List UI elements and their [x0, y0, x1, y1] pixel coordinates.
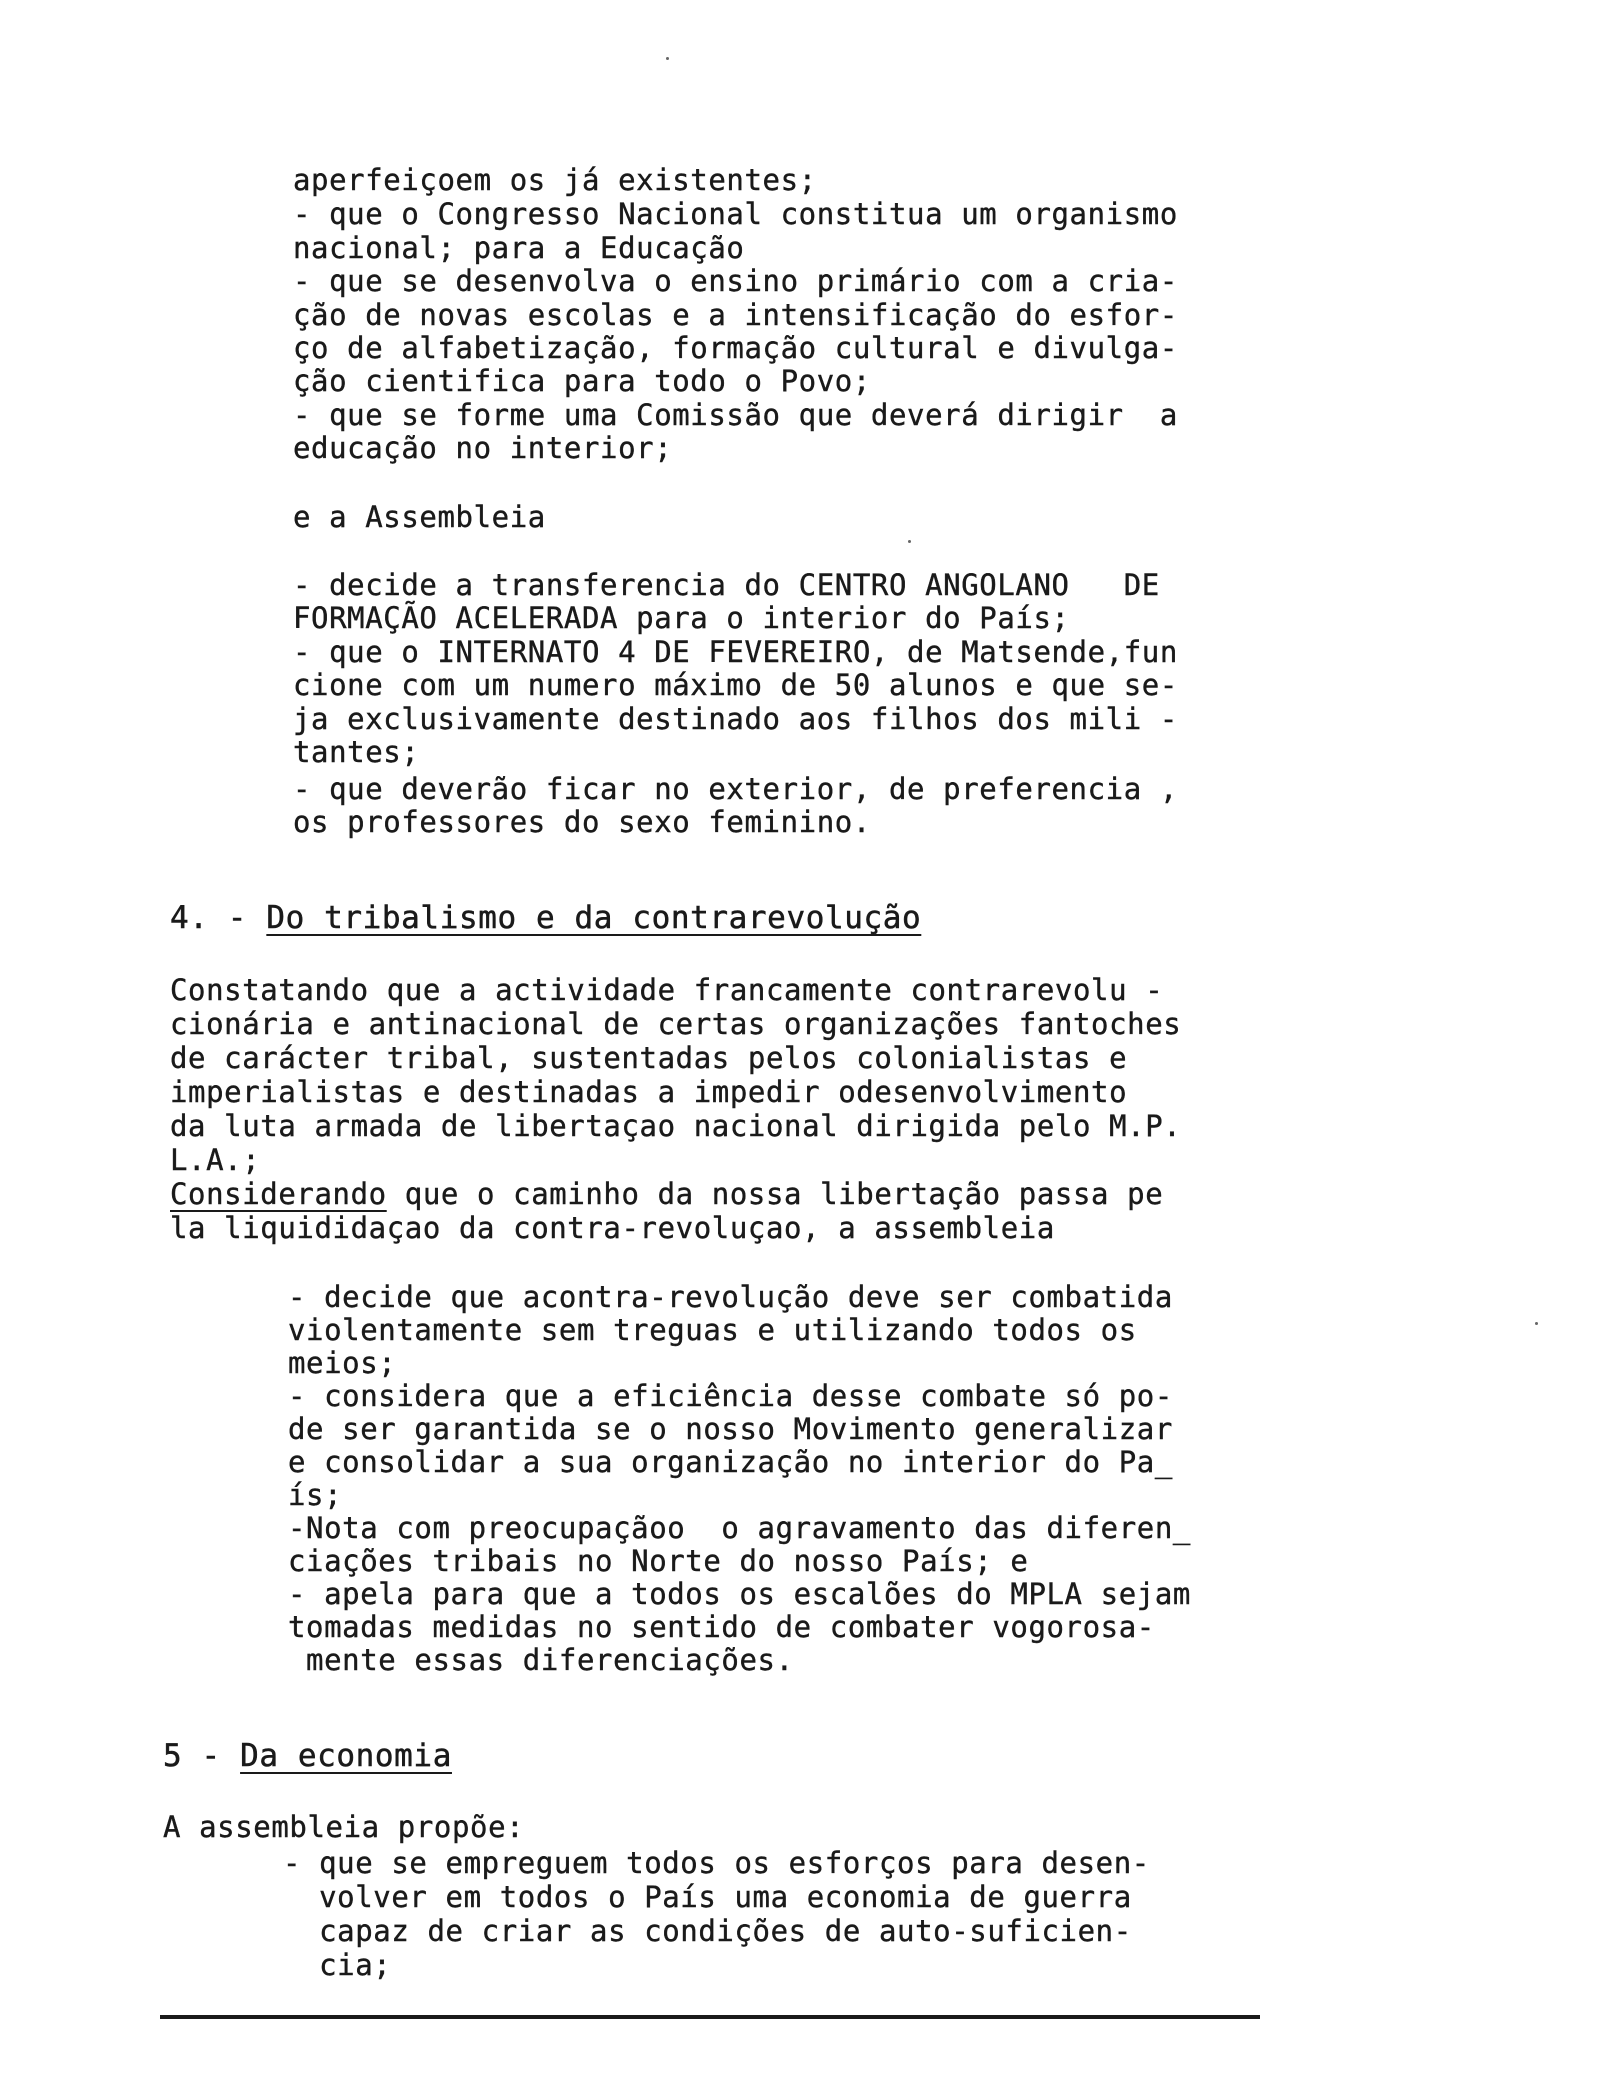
text-line: - apela para que a todos os escalões do MPLA sejam: [288, 1577, 1191, 1611]
section-heading-4: [170, 900, 921, 936]
text-line: ís;: [288, 1478, 343, 1512]
block5-intro: A assembleia propõe:: [163, 1810, 525, 1844]
text-line: ço de alfabetização, formação cultural e divulga-: [293, 331, 1178, 365]
scan-speck: [666, 57, 669, 60]
text-line: la liquididaçao da contra-revoluçao, a assembleia: [170, 1211, 1055, 1245]
considerando-line: [170, 1177, 1163, 1211]
text-line: ção de novas escolas e a intensificação do esfor-: [293, 298, 1178, 332]
scan-speck: [1535, 1322, 1538, 1325]
text-line: aperfeiçoem os já existentes;: [293, 163, 817, 197]
text-line: - que deverão ficar no exterior, de preferencia ,: [293, 772, 1178, 806]
text-line: cionária e antinacional de certas organizações fantoches: [170, 1007, 1182, 1041]
text-line: de ser garantida se o nosso Movimento generalizar: [288, 1412, 1173, 1446]
section-heading-5: [163, 1738, 452, 1774]
text-line: nacional; para a Educação: [293, 231, 745, 265]
text-line: violentamente sem treguas e utilizando todos os: [288, 1313, 1137, 1347]
section-number: 5 -: [163, 1738, 221, 1774]
text-line: - decide a transferencia do CENTRO ANGOLANO DE: [293, 568, 1160, 602]
assembleia-intro: e a Assembleia: [293, 500, 546, 534]
text-line: volver em todos o País uma economia de guerra: [283, 1880, 1132, 1914]
section-number: 4. -: [170, 900, 248, 936]
text-line: - que se forme uma Comissão que deverá dirigir a: [293, 398, 1178, 432]
text-line: tomadas medidas no sentido de combater vogorosa-: [288, 1610, 1155, 1644]
text-line: imperialistas e destinadas a impedir odesenvolvimento: [170, 1075, 1128, 1109]
text-line: de carácter tribal, sustentadas pelos colonialistas e: [170, 1041, 1128, 1075]
text-line: - que se empreguem todos os esforços para desen-: [283, 1846, 1150, 1880]
text-line: ciações tribais no Norte do nosso País; e: [288, 1544, 1029, 1578]
text-line: tantes;: [293, 735, 420, 769]
text-line: educação no interior;: [293, 431, 673, 465]
text-line: L.A.;: [170, 1143, 261, 1177]
considerando-word: Considerando: [170, 1177, 387, 1211]
text-line: mente essas diferenciações.: [288, 1643, 794, 1677]
text-line: Constatando que a actividade francamente contrarevolu -: [170, 973, 1164, 1007]
text-line: os professores do sexo feminino.: [293, 805, 871, 839]
section-title: Do tribalismo e da contrarevolução: [266, 900, 922, 936]
text-line: - decide que acontra-revolução deve ser combatida: [288, 1280, 1173, 1314]
text-line: FORMAÇÃO ACELERADA para o interior do País;: [293, 601, 1070, 635]
text-line: - considera que a eficiência desse combate só po-: [288, 1379, 1173, 1413]
text-line: - que o INTERNATO 4 DE FEVEREIRO, de Matsende,fun: [293, 635, 1178, 669]
text-line: -Nota com preocupaçãoo o agravamento das diferen_: [288, 1511, 1191, 1545]
section-title: Da economia: [240, 1738, 452, 1774]
text-line: - que o Congresso Nacional constitua um organismo: [293, 197, 1178, 231]
text-line: e consolidar a sua organização no interior do Pa_: [288, 1445, 1173, 1479]
bottom-rule: [160, 2015, 1260, 2019]
text-line: - que se desenvolva o ensino primário com a cria-: [293, 264, 1178, 298]
text-line: meios;: [288, 1346, 397, 1380]
considerando-rest: que o caminho da nossa libertação passa pe: [386, 1177, 1164, 1211]
text-line: capaz de criar as condições de auto-suficien-: [283, 1914, 1132, 1948]
scan-speck: [908, 540, 911, 543]
text-line: cia;: [283, 1948, 392, 1982]
text-line: da luta armada de libertaçao nacional dirigida pelo M.P.: [170, 1109, 1182, 1143]
text-line: cione com um numero máximo de 50 alunos e que se-: [293, 668, 1178, 702]
text-line: ção cientifica para todo o Povo;: [293, 364, 871, 398]
text-line: ja exclusivamente destinado aos filhos dos mili -: [293, 702, 1178, 736]
